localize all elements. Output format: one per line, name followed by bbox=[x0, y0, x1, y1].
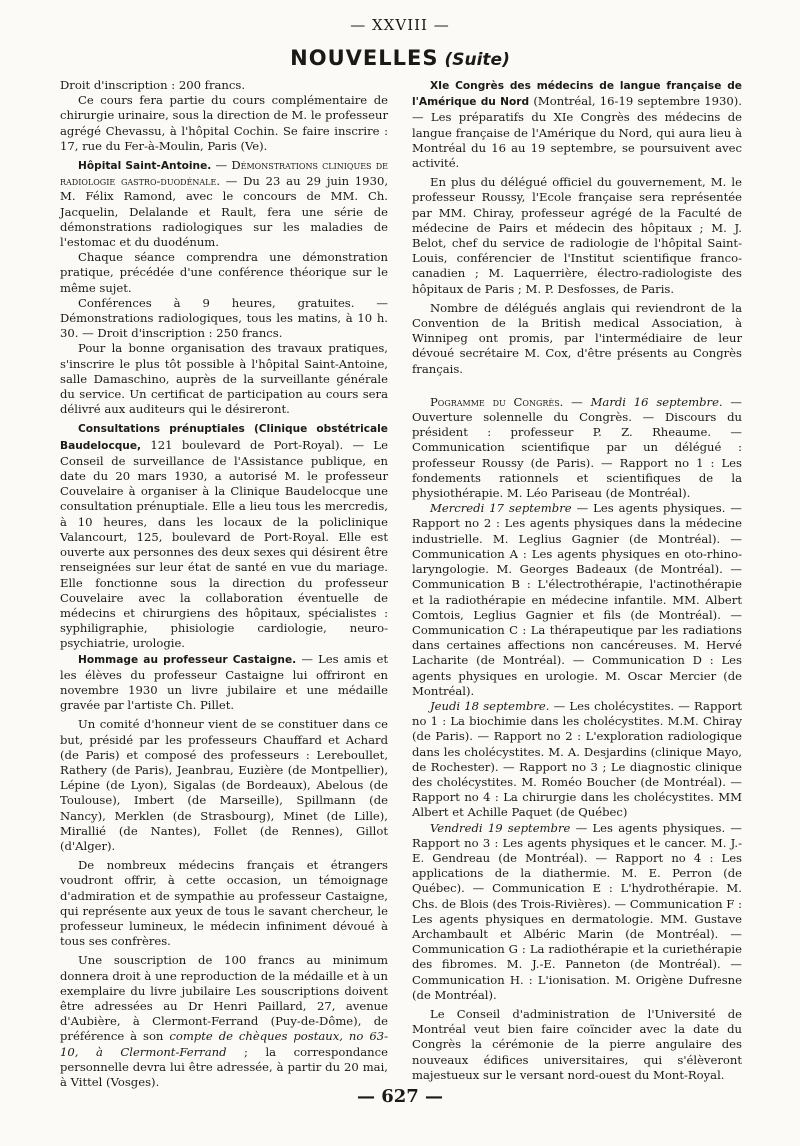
item-body: — Les amis et les élèves du professeur Castaigne lui offriront en novembre 1930 un livre jubilaire et une médaille gravée par l'artiste Ch. Pillet. bbox=[60, 651, 388, 713]
item-body: — Ouverture solennelle du Congrès. — Discours du président : professeur P. Z. Rheaume. — Communication scientifique par un délégué : professeur Roussy (de Paris). — Rapport no 1 : Les fondements rationnels et scientifiques de la physiothérapie. M. Léo Pariseau (de Montréal). bbox=[412, 394, 743, 501]
left-column bbox=[60, 78, 388, 1090]
item-body: — Les agents physiques. — Rapport no 3 : Les agents physiques et le cancer. M. J.-E. Gendreau (de Montréal). — Rapport no 4 : Les applications de la diathermie. M. E. Perron (de Québec). — Communication E : L'hydrothérapie. M. Chs. de Blois (des Trois-Rivières). — Communication F : Les agents physiques en dermatologie. MM. Gustave Archambault et Albéric Marin (de Montréal). — Communication G : La radiothérapie et la curiethérapie des fibromes. M. J.-E. Panneton (de Montréal). — Communication H. : L'ionisation. M. Origène Dufresne (de Montréal). bbox=[412, 820, 742, 1002]
news-item-hommage bbox=[60, 652, 388, 714]
paragraph: Un comité d'honneur vient de se constituer dans ce but, présidé par les professeurs Chauffard et Achard (de Paris) et composé des professeurs : Lereboullet, Rathery (de Paris), Jeanbrau, Euzière (de Montpellier), Lépine (de Lyon), Sigalas (de Bordeaux), Abelous (de Toulouse), Imbert (de Marseille), Spillmann (de Nancy), Merklen (de Strasbourg), Minet (de Lille), Mirallié (de Nantes), Follet (de Rennes), Gillot (d'Alger). bbox=[60, 717, 388, 853]
paragraph: Nombre de délégués anglais qui reviendront de la Convention de la British medical Association, à Winnipeg ont promis, par l'intermédiaire de leur dévoué secrétaire M. Cox, d'être présents au Congrès français. bbox=[412, 300, 742, 376]
text-run: Une souscription de 100 francs au minimum donnera droit à une reproduction de la médaille et à un exemplaire du livre jubilaire Les souscriptions doivent être adressées au Dr Henri Paillard, 27, avenue d'Aubière, à Clermont-Ferrand (Puy-de-Dôme), de préférence à son bbox=[60, 953, 388, 1044]
paragraph: Conférences à 9 heures, gratuites. — Démonstrations radiologiques, tous les matins, à 10 h. 30. — Droit d'inscription : 250 francs. bbox=[60, 295, 388, 341]
item-heading: Hôpital Saint-Antoine. bbox=[78, 160, 212, 173]
paragraph: Pour la bonne organisation des travaux pratiques, s'inscrire le plus tôt possible à l'hôpital Saint-Antoine, salle Damaschino, auprès de la surveillante générale du service. Un certificat de participation au cours sera délivré aux auditeurs qui le désireront. bbox=[60, 341, 388, 417]
item-heading: XIe Congrès des médecins de langue française de l'Amérique du Nord bbox=[412, 80, 742, 109]
item-heading: Hommage au professeur Castaigne. bbox=[78, 653, 297, 666]
programme-day-thursday bbox=[412, 699, 742, 821]
item-body: 121 boulevard de Port-Royal). — Le Conseil de surveillance de l'Assistance publique, en date du 20 mars 1930, a autorisé M. le professeur Couvelaire à organiser à la Clinique Baudelocque une consultation prénuptiale. Elle a lieu tous les mercredis, à 10 heures, dans les locaux de la policlinique Valancourt, 125, boulevard de Port-Royal. Elle est ouverte aux personnes des deux sexes qui désirent être renseignées sur leur état de santé en vue du mariage. Elle fonctionne sous la direction du professeur Couvelaire avec la collaboration éventuelle de médecins et chirurgiens des hôpitaux, spécialistes : syphiligraphie, phisiologie cardiologie, neuro-psychiatrie, urologie. bbox=[60, 437, 388, 651]
running-head: — XXVIII — bbox=[350, 16, 450, 34]
paragraph: Chaque séance comprendra une démonstration pratique, précédée d'une conférence théorique sur le même sujet. bbox=[60, 250, 388, 295]
section-title bbox=[0, 46, 800, 70]
item-body: (Montréal, 16-19 septembre 1930). — Les préparatifs du XIe Congrès des médecins de langue française de l'Amérique du Nord, qui aura lieu à Montréal du 16 au 19 septembre, se poursuivent avec activité. bbox=[412, 94, 742, 171]
title-suffix: (Suite) bbox=[444, 50, 510, 70]
text-run: ; la correspondance personnelle devra lui être adressée, à partir du 20 mai, à Vittel (Vosges). bbox=[60, 1044, 388, 1089]
page-number: — 627 — bbox=[356, 1086, 444, 1107]
paragraph: En plus du délégué officiel du gouvernement, M. le professeur Roussy, l'Ecole française sera représentée par MM. Chiray, professeur agrégé de la Faculté de médecine de Pairs et médecin des hôpitaux ; M. J. Belot, chef du service de radiologie de l'hôpital Saint-Louis, conférencier de l'Institut scientifique franco-canadien ; M. Laquerrière, électro-radiologiste des hôpitaux de Paris ; M. P. Desfosses, de Paris. bbox=[412, 175, 742, 296]
programme-heading: Pogramme du Congrès. bbox=[430, 394, 564, 409]
item-subheading: — Démonstrations cliniques de radiologie gastro-duodénale. bbox=[60, 158, 388, 189]
news-item-consultations bbox=[60, 421, 388, 651]
news-item-congres bbox=[412, 78, 742, 171]
item-body: — Les cholécystites. — Rapport no 1 : La biochimie dans les cholécystites. M.M. Chiray (de Paris). — Rapport no 2 : L'exploration radiologique dans les cholécystites. M. A. Desjardins (clinique Mayo, de Rochester). — Rapport no 3 ; Le diagnostic clinique des cholécystites. M. Roméo Boucher (de Montréal). — Rapport no 4 : La chirurgie dans les cholécystites. MM Albert et Achille Paquet (de Québec) bbox=[412, 698, 742, 820]
right-column bbox=[412, 78, 742, 1083]
paragraph: Le Conseil d'administration de l'Université de Montréal veut bien faire coïncider avec la date du Congrès la cérémonie de la pierre angulaire des nouveaux édifices universitaires, qui s'élèveront majestueux sur le versant nord-ouest du Mont-Royal. bbox=[412, 1006, 742, 1082]
day-label: Mercredi 17 septembre bbox=[430, 501, 572, 516]
paragraph: Droit d'inscription : 200 francs. bbox=[60, 78, 246, 92]
programme-day-wednesday bbox=[412, 501, 742, 699]
news-item-saint-antoine bbox=[60, 158, 388, 250]
paragraph bbox=[60, 953, 388, 1090]
text-run: — bbox=[563, 394, 591, 409]
italic-run: compte de chèques postaux, no 63-10, à Clermont-Ferrand bbox=[60, 1029, 388, 1059]
day-label: Mardi 16 septembre. bbox=[590, 394, 723, 409]
programme-day-tuesday bbox=[412, 395, 742, 501]
item-body: — Les agents physiques. — Rapport no 2 : Les agents physiques dans la médecine industrielle. M. Leglius Gagnier (de Montréal). — Communication A : Les agents physiques en oto-rhino-laryngologie. M. Georges Badeaux (de Montréal). — Communication B : L'électrothérapie, l'actinothérapie et la radiothérapie en médecine infantile. MM. Albert Comtois, Leglius Gagnier et fils (de Montréal). — Communication C : La thérapeutique par les radiations dans certaines affections non cancéreuses. M. Hervé Lacharite (de Montréal). — Communication D : Les agents physiques en urologie. M. Oscar Mercier (de Montréal). bbox=[412, 501, 743, 698]
title-text: NOUVELLES bbox=[290, 46, 439, 70]
paragraph: Ce cours fera partie du cours complémentaire de chirurgie urinaire, sous la direction de M. le professeur agrégé Chevassu, à l'hôpital Cochin. Se faire inscrire : 17, rue du Fer-à-Moulin, Paris (Ve). bbox=[60, 93, 388, 153]
item-heading: Consultations prénuptiales (Clinique obstétricale Baudelocque, bbox=[60, 423, 388, 452]
programme-day-friday bbox=[412, 821, 742, 1003]
item-body: — Du 23 au 29 juin 1930, M. Félix Ramond, avec le concours de MM. Ch. Jacquelin, Delalande et Rault, fera une série de démonstrations radiologiques sur les maladies de l'estomac et du duodénum. bbox=[60, 174, 389, 250]
day-label: Jeudi 18 septembre. bbox=[430, 698, 550, 713]
paragraph: De nombreux médecins français et étrangers voudront offrir, à cette occasion, un témoignage d'admiration et de sympathie au professeur Castaigne, qui représente aux yeux de tous le savant chercheur, le professeur lumineux, le médecin infiniment dévoué à tous ses confrères. bbox=[60, 858, 388, 949]
day-label: Vendredi 19 septembre bbox=[430, 820, 571, 835]
